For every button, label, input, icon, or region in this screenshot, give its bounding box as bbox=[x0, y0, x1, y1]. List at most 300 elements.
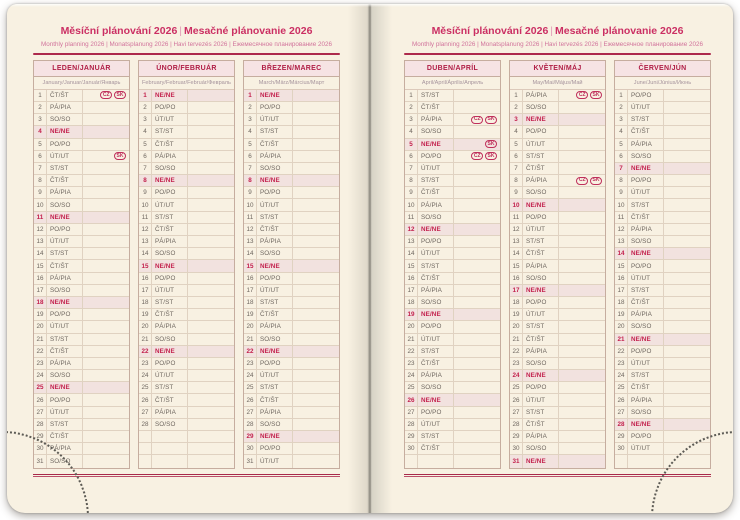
notes-cell bbox=[664, 407, 710, 418]
notes-cell bbox=[664, 102, 710, 113]
day-number: 27 bbox=[405, 407, 418, 418]
weekday-label: ÚT/UT bbox=[628, 187, 664, 198]
notes-cell bbox=[559, 212, 605, 223]
weekday-label: PO/PO bbox=[257, 443, 293, 454]
day-row bbox=[405, 431, 500, 443]
day-row bbox=[244, 285, 339, 297]
day-row bbox=[34, 212, 129, 224]
month-intl-subheader: March/März/Március/Март bbox=[244, 77, 339, 90]
weekday-label: SO/SO bbox=[152, 334, 188, 345]
notes-cell bbox=[454, 248, 500, 259]
day-number: 19 bbox=[615, 309, 628, 320]
notes-cell bbox=[83, 102, 129, 113]
weekday-label: ČT/ŠT bbox=[257, 309, 293, 320]
month-intl-subheader: May/Mai/Május/Май bbox=[510, 77, 605, 90]
day-row bbox=[244, 455, 339, 467]
weekday-label: SO/SO bbox=[628, 407, 664, 418]
day-row bbox=[139, 187, 234, 199]
day-number: 17 bbox=[34, 285, 47, 296]
day-row bbox=[615, 126, 710, 138]
day-row bbox=[34, 151, 129, 163]
day-number: 15 bbox=[34, 260, 47, 271]
day-number: 9 bbox=[510, 187, 523, 198]
day-number: 29 bbox=[405, 431, 418, 442]
weekday-label: SO/SO bbox=[418, 126, 454, 137]
month-name-header: DUBEN/APRÍL bbox=[405, 61, 500, 77]
weekday-label: ČT/ŠT bbox=[523, 248, 559, 259]
notes-cell bbox=[664, 248, 710, 259]
month-table bbox=[614, 60, 711, 469]
day-number bbox=[139, 431, 152, 442]
day-number: 23 bbox=[139, 358, 152, 369]
notes-cell bbox=[454, 358, 500, 369]
day-number: 10 bbox=[139, 199, 152, 210]
weekday-label: NE/NE bbox=[152, 90, 188, 101]
day-row bbox=[405, 407, 500, 419]
day-row bbox=[615, 419, 710, 431]
day-number: 25 bbox=[34, 382, 47, 393]
notes-cell bbox=[454, 187, 500, 198]
weekday-label: ČT/ŠT bbox=[628, 212, 664, 223]
day-number: 29 bbox=[244, 431, 257, 442]
day-number: 5 bbox=[405, 139, 418, 150]
notes-cell bbox=[559, 90, 605, 101]
day-row bbox=[244, 358, 339, 370]
notes-cell bbox=[664, 455, 710, 467]
notes-cell bbox=[188, 297, 234, 308]
day-number: 12 bbox=[244, 224, 257, 235]
notes-cell bbox=[83, 431, 129, 442]
notes-cell bbox=[664, 260, 710, 271]
empty-day-row bbox=[405, 455, 500, 467]
notes-cell bbox=[559, 248, 605, 259]
day-row bbox=[510, 407, 605, 419]
day-row bbox=[139, 334, 234, 346]
notes-cell bbox=[83, 394, 129, 405]
months-row-right bbox=[404, 60, 711, 469]
day-row bbox=[34, 199, 129, 211]
day-number: 28 bbox=[244, 419, 257, 430]
month-body bbox=[34, 90, 129, 468]
day-number: 10 bbox=[405, 199, 418, 210]
weekday-label: SO/SO bbox=[47, 114, 83, 125]
holiday-badge-cz-icon: CZ bbox=[471, 116, 483, 124]
day-number: 31 bbox=[244, 455, 257, 467]
notes-cell bbox=[454, 212, 500, 223]
notes-cell bbox=[454, 102, 500, 113]
notes-cell bbox=[83, 370, 129, 381]
day-number: 15 bbox=[244, 260, 257, 271]
day-row bbox=[510, 224, 605, 236]
month-table bbox=[243, 60, 340, 469]
notes-cell bbox=[664, 297, 710, 308]
weekday-label: ST/ST bbox=[257, 212, 293, 223]
weekday-label bbox=[152, 455, 188, 467]
day-number: 2 bbox=[510, 102, 523, 113]
weekday-label: ST/ST bbox=[152, 212, 188, 223]
page-title bbox=[404, 25, 711, 38]
weekday-label: ÚT/UT bbox=[47, 407, 83, 418]
month-body bbox=[244, 90, 339, 468]
weekday-label: NE/NE bbox=[523, 370, 559, 381]
day-number: 24 bbox=[615, 370, 628, 381]
weekday-label: ČT/ŠT bbox=[47, 90, 83, 101]
day-row bbox=[405, 370, 500, 382]
weekday-label: ÚT/UT bbox=[418, 334, 454, 345]
day-row bbox=[510, 346, 605, 358]
notes-cell bbox=[454, 334, 500, 345]
day-number: 30 bbox=[510, 443, 523, 454]
day-number: 6 bbox=[244, 151, 257, 162]
day-row bbox=[510, 248, 605, 260]
page-subtitle: Monthly planning 2026 | Monatsplanung 2026 | Havi tervezés 2026 | Ежемесячное планирование 2026 bbox=[41, 41, 332, 48]
notes-cell bbox=[559, 273, 605, 284]
weekday-label: ÚT/UT bbox=[152, 199, 188, 210]
day-number: 2 bbox=[615, 102, 628, 113]
day-number: 3 bbox=[244, 114, 257, 125]
day-row bbox=[405, 199, 500, 211]
day-number: 14 bbox=[139, 248, 152, 259]
day-row bbox=[405, 248, 500, 260]
day-number bbox=[139, 443, 152, 454]
notes-cell bbox=[664, 346, 710, 357]
day-number: 16 bbox=[139, 273, 152, 284]
weekday-label: PÁ/PIA bbox=[257, 151, 293, 162]
notes-cell bbox=[559, 431, 605, 442]
notes-cell bbox=[188, 455, 234, 467]
weekday-label: ÚT/UT bbox=[523, 139, 559, 150]
weekday-label: ST/ST bbox=[418, 260, 454, 271]
notes-cell bbox=[664, 126, 710, 137]
notes-cell bbox=[559, 358, 605, 369]
day-row bbox=[34, 163, 129, 175]
weekday-label: ČT/ŠT bbox=[418, 358, 454, 369]
notes-cell bbox=[559, 455, 605, 467]
day-number: 16 bbox=[510, 273, 523, 284]
weekday-label: ČT/ŠT bbox=[47, 346, 83, 357]
notes-cell bbox=[188, 260, 234, 271]
weekday-label: PO/PO bbox=[257, 273, 293, 284]
day-row bbox=[615, 260, 710, 272]
day-row bbox=[405, 358, 500, 370]
day-number: 4 bbox=[139, 126, 152, 137]
day-row bbox=[615, 248, 710, 260]
month-intl-subheader: June/Juni/Június/Июнь bbox=[615, 77, 710, 90]
day-number: 18 bbox=[139, 297, 152, 308]
notes-cell bbox=[83, 114, 129, 125]
weekday-label: PÁ/PIA bbox=[418, 114, 454, 125]
day-row bbox=[244, 346, 339, 358]
day-number: 20 bbox=[244, 321, 257, 332]
planner-book bbox=[7, 4, 733, 513]
day-row bbox=[34, 90, 129, 102]
day-number: 11 bbox=[244, 212, 257, 223]
notes-cell bbox=[559, 139, 605, 150]
month-body bbox=[405, 90, 500, 468]
weekday-label: PÁ/PIA bbox=[47, 358, 83, 369]
day-row bbox=[510, 236, 605, 248]
day-number bbox=[405, 455, 418, 467]
day-row bbox=[244, 260, 339, 272]
day-row bbox=[405, 126, 500, 138]
day-number: 4 bbox=[244, 126, 257, 137]
day-number: 11 bbox=[139, 212, 152, 223]
notes-cell bbox=[188, 236, 234, 247]
day-row bbox=[34, 309, 129, 321]
notes-cell bbox=[664, 273, 710, 284]
header-rule bbox=[33, 53, 340, 55]
notes-cell bbox=[188, 309, 234, 320]
day-number: 5 bbox=[244, 139, 257, 150]
day-number: 2 bbox=[244, 102, 257, 113]
day-row bbox=[244, 126, 339, 138]
weekday-label: NE/NE bbox=[152, 260, 188, 271]
day-number: 3 bbox=[405, 114, 418, 125]
day-number: 13 bbox=[615, 236, 628, 247]
weekday-label: ST/ST bbox=[47, 248, 83, 259]
day-row bbox=[615, 285, 710, 297]
day-number: 22 bbox=[34, 346, 47, 357]
day-number: 13 bbox=[244, 236, 257, 247]
notes-cell bbox=[83, 212, 129, 223]
weekday-label: ST/ST bbox=[418, 175, 454, 186]
weekday-label: ČT/ŠT bbox=[418, 102, 454, 113]
day-number: 23 bbox=[405, 358, 418, 369]
day-number: 28 bbox=[34, 419, 47, 430]
day-row bbox=[405, 224, 500, 236]
day-number: 8 bbox=[615, 175, 628, 186]
day-row bbox=[139, 102, 234, 114]
weekday-label: PO/PO bbox=[628, 90, 664, 101]
weekday-label: PÁ/PIA bbox=[628, 309, 664, 320]
day-number: 31 bbox=[34, 455, 47, 467]
weekday-label: ST/ST bbox=[47, 163, 83, 174]
day-row bbox=[615, 199, 710, 211]
weekday-label: NE/NE bbox=[47, 297, 83, 308]
day-row bbox=[510, 309, 605, 321]
weekday-label: SO/SO bbox=[152, 419, 188, 430]
weekday-label bbox=[628, 455, 664, 467]
weekday-label: SO/SO bbox=[257, 419, 293, 430]
day-number: 27 bbox=[34, 407, 47, 418]
empty-day-row bbox=[139, 431, 234, 443]
notes-cell bbox=[188, 248, 234, 259]
day-row bbox=[244, 199, 339, 211]
weekday-label: ST/ST bbox=[418, 90, 454, 101]
notes-cell bbox=[188, 285, 234, 296]
weekday-label: PO/PO bbox=[628, 260, 664, 271]
day-row bbox=[244, 163, 339, 175]
day-number: 9 bbox=[405, 187, 418, 198]
day-number: 20 bbox=[34, 321, 47, 332]
weekday-label: PÁ/PIA bbox=[257, 236, 293, 247]
day-number: 23 bbox=[615, 358, 628, 369]
notes-cell bbox=[454, 370, 500, 381]
day-number: 19 bbox=[139, 309, 152, 320]
notes-cell bbox=[664, 431, 710, 442]
day-row bbox=[244, 139, 339, 151]
notes-cell bbox=[559, 224, 605, 235]
day-row bbox=[615, 346, 710, 358]
weekday-label: SO/SO bbox=[152, 163, 188, 174]
notes-cell bbox=[559, 419, 605, 430]
bottom-rule bbox=[404, 474, 711, 477]
planner-pages bbox=[7, 4, 733, 513]
day-row bbox=[405, 187, 500, 199]
title-separator: | bbox=[550, 25, 554, 37]
weekday-label: ČT/ŠT bbox=[47, 431, 83, 442]
notes-cell bbox=[454, 175, 500, 186]
notes-cell bbox=[664, 114, 710, 125]
notes-cell bbox=[664, 370, 710, 381]
notes-cell bbox=[293, 394, 339, 405]
weekday-label: SO/SO bbox=[628, 236, 664, 247]
weekday-label: PO/PO bbox=[628, 175, 664, 186]
holiday-badge-cz-icon: CZ bbox=[100, 91, 112, 99]
weekday-label: ST/ST bbox=[418, 346, 454, 357]
notes-cell bbox=[188, 102, 234, 113]
day-number: 22 bbox=[510, 346, 523, 357]
weekday-label: PO/PO bbox=[628, 431, 664, 442]
weekday-label: ST/ST bbox=[628, 199, 664, 210]
page-title-czech: Měsíční plánování 2026 bbox=[431, 25, 549, 37]
day-number: 7 bbox=[615, 163, 628, 174]
weekday-label: SO/SO bbox=[47, 455, 83, 467]
day-row bbox=[139, 309, 234, 321]
day-number: 17 bbox=[405, 285, 418, 296]
day-row bbox=[244, 431, 339, 443]
day-number: 5 bbox=[615, 139, 628, 150]
day-row bbox=[510, 163, 605, 175]
notes-cell bbox=[188, 419, 234, 430]
day-number: 7 bbox=[510, 163, 523, 174]
notes-cell bbox=[454, 224, 500, 235]
weekday-label: PÁ/PIA bbox=[523, 175, 559, 186]
weekday-label: ČT/ŠT bbox=[152, 394, 188, 405]
day-row bbox=[405, 163, 500, 175]
day-number: 12 bbox=[34, 224, 47, 235]
weekday-label: ČT/ŠT bbox=[257, 224, 293, 235]
day-number: 25 bbox=[615, 382, 628, 393]
day-number: 12 bbox=[139, 224, 152, 235]
weekday-label: ÚT/UT bbox=[523, 224, 559, 235]
weekday-label: NE/NE bbox=[418, 309, 454, 320]
weekday-label: NE/NE bbox=[523, 285, 559, 296]
weekday-label: ST/ST bbox=[628, 114, 664, 125]
weekday-label: ČT/ŠT bbox=[152, 139, 188, 150]
weekday-label: SO/SO bbox=[523, 102, 559, 113]
month-name-header: ČERVEN/JÚN bbox=[615, 61, 710, 77]
weekday-label: SO/SO bbox=[523, 358, 559, 369]
day-row bbox=[244, 309, 339, 321]
weekday-label: ÚT/UT bbox=[152, 370, 188, 381]
weekday-label: PO/PO bbox=[418, 407, 454, 418]
notes-cell bbox=[293, 297, 339, 308]
weekday-label: NE/NE bbox=[47, 126, 83, 137]
day-row bbox=[405, 346, 500, 358]
day-number: 1 bbox=[34, 90, 47, 101]
day-row bbox=[34, 370, 129, 382]
day-row bbox=[139, 224, 234, 236]
notes-cell bbox=[454, 419, 500, 430]
day-row bbox=[405, 236, 500, 248]
day-row bbox=[34, 175, 129, 187]
day-number: 17 bbox=[244, 285, 257, 296]
day-row bbox=[244, 321, 339, 333]
day-number bbox=[139, 455, 152, 467]
day-number: 7 bbox=[405, 163, 418, 174]
weekday-label: SO/SO bbox=[523, 187, 559, 198]
day-number: 30 bbox=[615, 443, 628, 454]
day-number: 22 bbox=[139, 346, 152, 357]
day-number: 17 bbox=[139, 285, 152, 296]
notes-cell bbox=[559, 370, 605, 381]
day-row bbox=[139, 90, 234, 102]
notes-cell bbox=[83, 248, 129, 259]
weekday-label: PO/PO bbox=[523, 126, 559, 137]
holiday-badge-sk-icon: SK bbox=[114, 91, 126, 99]
weekday-label: NE/NE bbox=[628, 419, 664, 430]
day-row bbox=[139, 139, 234, 151]
day-number: 19 bbox=[405, 309, 418, 320]
weekday-label: PÁ/PIA bbox=[152, 151, 188, 162]
month-name-header: BŘEZEN/MAREC bbox=[244, 61, 339, 77]
weekday-label: ČT/ŠT bbox=[152, 309, 188, 320]
month-intl-subheader: April/April/Április/Апрель bbox=[405, 77, 500, 90]
day-row bbox=[244, 90, 339, 102]
notes-cell bbox=[188, 163, 234, 174]
weekday-label: NE/NE bbox=[257, 346, 293, 357]
day-number: 22 bbox=[615, 346, 628, 357]
weekday-label: PO/PO bbox=[628, 346, 664, 357]
weekday-label: SO/SO bbox=[418, 382, 454, 393]
day-row bbox=[510, 139, 605, 151]
day-number: 26 bbox=[615, 394, 628, 405]
month-table bbox=[509, 60, 606, 469]
day-number: 13 bbox=[510, 236, 523, 247]
notes-cell bbox=[559, 407, 605, 418]
notes-cell bbox=[559, 175, 605, 186]
day-number: 11 bbox=[615, 212, 628, 223]
notes-cell bbox=[293, 407, 339, 418]
day-number: 15 bbox=[510, 260, 523, 271]
day-row bbox=[34, 394, 129, 406]
day-row bbox=[139, 419, 234, 431]
page-title-slovak: Mesačné plánovanie 2026 bbox=[184, 25, 313, 37]
notes-cell bbox=[559, 102, 605, 113]
day-number: 18 bbox=[244, 297, 257, 308]
day-row bbox=[34, 285, 129, 297]
day-number: 12 bbox=[510, 224, 523, 235]
day-number: 23 bbox=[244, 358, 257, 369]
day-number: 14 bbox=[34, 248, 47, 259]
weekday-label: ÚT/UT bbox=[418, 163, 454, 174]
day-number: 23 bbox=[510, 358, 523, 369]
notes-cell bbox=[293, 199, 339, 210]
day-row bbox=[244, 407, 339, 419]
day-row bbox=[34, 358, 129, 370]
weekday-label: ÚT/UT bbox=[257, 114, 293, 125]
month-body bbox=[510, 90, 605, 468]
day-row bbox=[244, 102, 339, 114]
weekday-label: ÚT/UT bbox=[523, 309, 559, 320]
day-number: 24 bbox=[139, 370, 152, 381]
weekday-label: SO/SO bbox=[523, 443, 559, 454]
notes-cell bbox=[188, 199, 234, 210]
weekday-label: ČT/ŠT bbox=[523, 334, 559, 345]
day-number: 20 bbox=[139, 321, 152, 332]
notes-cell bbox=[83, 260, 129, 271]
